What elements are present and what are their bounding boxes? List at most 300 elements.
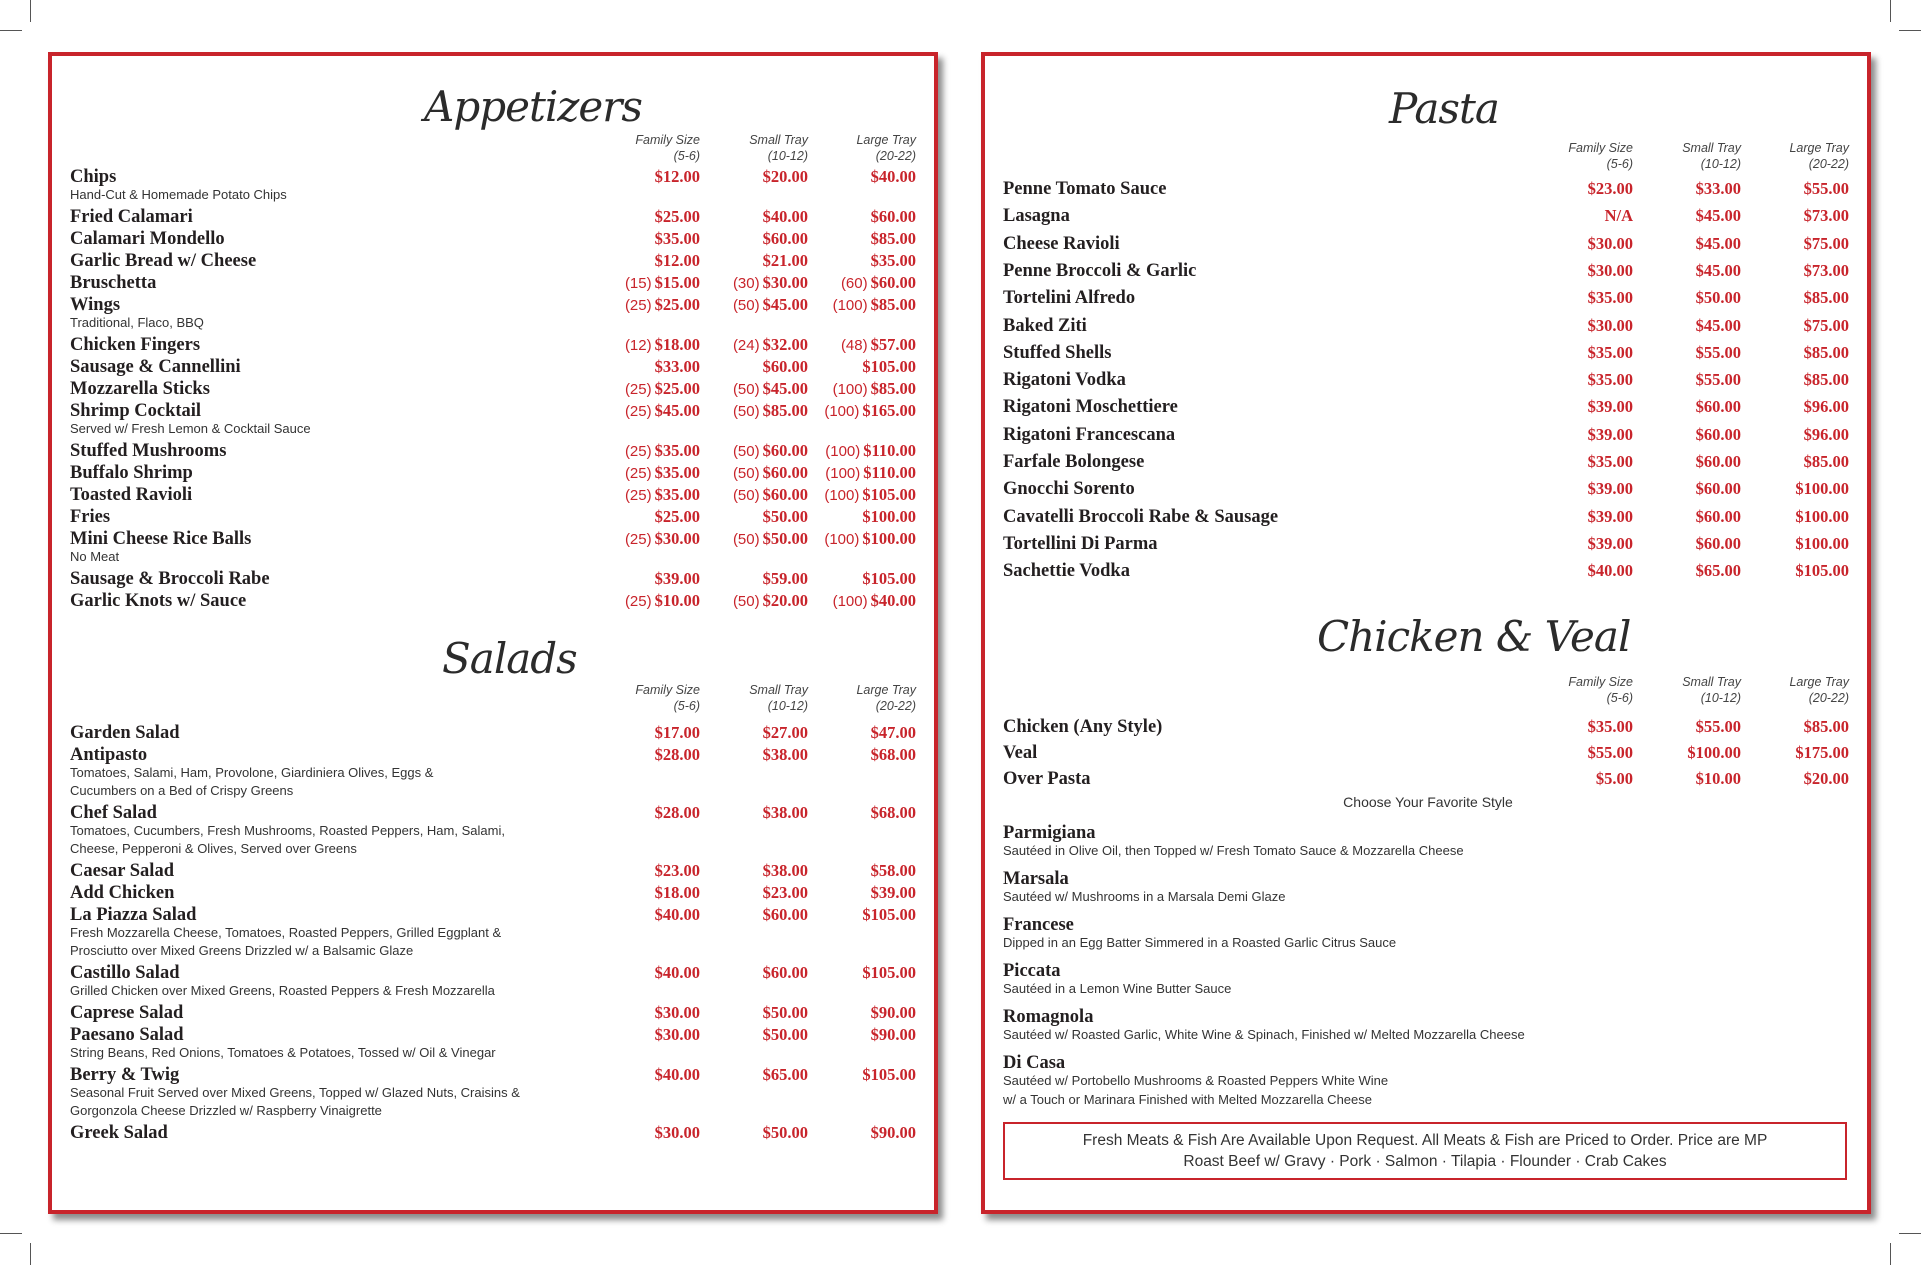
price-value: $28.00 bbox=[654, 803, 700, 822]
column-header-serving: (5-6) bbox=[673, 149, 700, 163]
menu-item bbox=[52, 166, 934, 188]
item-price bbox=[733, 590, 808, 613]
column-header-serving: (5-6) bbox=[1606, 157, 1633, 171]
item-price bbox=[862, 962, 916, 984]
item-price: $55.00 bbox=[1803, 179, 1849, 198]
item-price bbox=[871, 860, 916, 882]
item-quantity: (50) bbox=[732, 465, 760, 482]
item-price bbox=[733, 484, 808, 507]
item-price bbox=[833, 590, 916, 613]
item-quantity: (25) bbox=[624, 487, 652, 504]
style-name: Parmigiana bbox=[1003, 823, 1096, 843]
item-price: $23.00 bbox=[1587, 179, 1633, 198]
price-value: $32.00 bbox=[762, 335, 808, 354]
item-price: $60.00 bbox=[1695, 479, 1741, 499]
item-quantity: (25) bbox=[624, 443, 652, 460]
item-name: Cavatelli Broccoli Rabe & Sausage bbox=[1003, 506, 1279, 527]
item-name: Penne Broccoli & Garlic bbox=[1003, 260, 1197, 281]
item-price: $100.00 bbox=[1795, 506, 1849, 526]
price-value: $30.00 bbox=[654, 1025, 700, 1044]
item-price bbox=[763, 506, 808, 528]
price-value: $60.00 bbox=[762, 485, 808, 504]
item-price bbox=[625, 294, 700, 317]
item-price: $35.00 bbox=[1587, 370, 1633, 390]
item-price bbox=[733, 294, 808, 317]
item-quantity: (30) bbox=[732, 275, 760, 292]
crop-mark bbox=[0, 30, 22, 31]
column-header-label: Small Tray bbox=[749, 683, 808, 697]
price-value: $45.00 bbox=[762, 379, 808, 398]
item-name: Veal bbox=[1003, 743, 1038, 763]
price-value: $60.00 bbox=[762, 463, 808, 482]
price-value: $165.00 bbox=[862, 401, 916, 420]
price-value: $12.00 bbox=[654, 167, 700, 186]
item-price bbox=[763, 1002, 808, 1024]
price-value: $20.00 bbox=[762, 591, 808, 610]
item-name: Tortellini Di Parma bbox=[1003, 533, 1158, 554]
item-price bbox=[763, 228, 808, 250]
item-price: $5.00 bbox=[1595, 769, 1633, 788]
price-value: $35.00 bbox=[654, 485, 700, 504]
menu-item bbox=[985, 342, 1867, 364]
item-name: Toasted Ravioli bbox=[70, 485, 193, 505]
menu-panel-right bbox=[981, 52, 1871, 1214]
style-name: Francese bbox=[1003, 915, 1074, 935]
item-price: $39.00 bbox=[1587, 424, 1633, 444]
item-price bbox=[733, 272, 808, 295]
column-header-large bbox=[1759, 674, 1849, 706]
menu-item bbox=[52, 568, 934, 590]
price-value: $40.00 bbox=[870, 591, 916, 610]
item-price: $96.00 bbox=[1803, 424, 1849, 444]
price-value: $25.00 bbox=[654, 507, 700, 526]
price-value: $59.00 bbox=[762, 569, 808, 588]
style-name: Piccata bbox=[1003, 961, 1061, 981]
item-price bbox=[763, 860, 808, 882]
style-name: Romagnola bbox=[1003, 1007, 1094, 1027]
section-title-salads: Salads bbox=[442, 634, 577, 683]
item-price bbox=[655, 356, 700, 378]
menu-item bbox=[52, 860, 934, 882]
price-value: $50.00 bbox=[762, 507, 808, 526]
item-quantity: (100) bbox=[824, 403, 860, 420]
item-name: Lasagna bbox=[1003, 206, 1070, 227]
style-description: w/ a Touch or Marinara Finished with Melted Mozzarella Cheese bbox=[1003, 1092, 1372, 1107]
item-quantity: (50) bbox=[732, 381, 760, 398]
item-price bbox=[871, 166, 916, 188]
item-price: $30.00 bbox=[1587, 233, 1633, 253]
item-name: Calamari Mondello bbox=[70, 229, 225, 249]
price-value: $30.00 bbox=[654, 1123, 700, 1142]
menu-item bbox=[52, 356, 934, 378]
price-value: $47.00 bbox=[870, 723, 916, 742]
note-line-2: Roast Beef w/ Gravy · Pork · Salmon · Tilapia · Flounder · Crab Cakes bbox=[1183, 1153, 1667, 1170]
item-price bbox=[871, 1002, 916, 1024]
item-name: Tortelini Alfredo bbox=[1003, 288, 1136, 309]
item-price bbox=[871, 802, 916, 824]
column-header-label: Large Tray bbox=[856, 133, 916, 147]
item-price: $10.00 bbox=[1695, 769, 1741, 788]
item-price bbox=[763, 1122, 808, 1144]
item-name: Garlic Bread w/ Cheese bbox=[70, 251, 257, 271]
item-price bbox=[763, 206, 808, 228]
price-value: $18.00 bbox=[654, 335, 700, 354]
item-name: Farfale Bolongese bbox=[1003, 452, 1145, 472]
price-value: $30.00 bbox=[762, 273, 808, 292]
item-price bbox=[763, 904, 808, 926]
item-price bbox=[871, 206, 916, 228]
item-price: $75.00 bbox=[1803, 315, 1849, 335]
style-description: Sautéed in a Lemon Wine Butter Sauce bbox=[1003, 981, 1232, 996]
price-value: $10.00 bbox=[654, 591, 700, 610]
price-value: $58.00 bbox=[870, 861, 916, 880]
item-quantity: (50) bbox=[732, 593, 760, 610]
item-quantity: (50) bbox=[732, 403, 760, 420]
item-name: Mini Cheese Rice Balls bbox=[70, 529, 252, 549]
price-value: $100.00 bbox=[862, 507, 916, 526]
item-price bbox=[763, 1024, 808, 1046]
column-header-small bbox=[718, 132, 808, 164]
item-name: Fries bbox=[70, 507, 111, 527]
price-value: $40.00 bbox=[654, 905, 700, 924]
price-value: $60.00 bbox=[762, 905, 808, 924]
column-header-serving: (20-22) bbox=[1808, 691, 1849, 705]
price-value: $21.00 bbox=[762, 251, 808, 270]
price-value: $68.00 bbox=[870, 745, 916, 764]
item-name: Garden Salad bbox=[70, 723, 180, 743]
column-header-large bbox=[826, 132, 916, 164]
item-price: $30.00 bbox=[1587, 315, 1633, 335]
item-name: Castillo Salad bbox=[70, 963, 180, 983]
item-quantity: (25) bbox=[624, 465, 652, 482]
price-value: $38.00 bbox=[762, 745, 808, 764]
column-header-family bbox=[610, 132, 700, 164]
item-price: $85.00 bbox=[1803, 370, 1849, 390]
item-quantity: (50) bbox=[732, 487, 760, 504]
price-value: $15.00 bbox=[654, 273, 700, 292]
item-name: Stuffed Mushrooms bbox=[70, 441, 227, 461]
price-value: $40.00 bbox=[762, 207, 808, 226]
menu-item bbox=[985, 451, 1867, 473]
item-price bbox=[733, 528, 808, 551]
item-price bbox=[871, 882, 916, 904]
item-price: $35.00 bbox=[1587, 288, 1633, 308]
column-header-small bbox=[718, 682, 808, 714]
item-price bbox=[655, 568, 700, 590]
menu-item bbox=[985, 716, 1867, 738]
crop-mark bbox=[1899, 30, 1921, 31]
column-header-serving: (10-12) bbox=[767, 699, 808, 713]
price-value: $25.00 bbox=[654, 379, 700, 398]
item-name: Greek Salad bbox=[70, 1123, 168, 1143]
item-price bbox=[655, 1002, 700, 1024]
price-value: $90.00 bbox=[870, 1123, 916, 1142]
price-value: $38.00 bbox=[762, 861, 808, 880]
item-price: $60.00 bbox=[1695, 506, 1741, 526]
column-header-label: Large Tray bbox=[856, 683, 916, 697]
item-price bbox=[655, 722, 700, 744]
item-name: Caesar Salad bbox=[70, 861, 174, 881]
item-name: Wings bbox=[70, 295, 121, 315]
price-value: $50.00 bbox=[762, 1025, 808, 1044]
menu-item bbox=[52, 272, 934, 294]
item-price bbox=[625, 440, 700, 463]
item-price bbox=[733, 400, 808, 423]
price-value: $30.00 bbox=[654, 529, 700, 548]
menu-item bbox=[52, 440, 934, 462]
item-price: $100.00 bbox=[1795, 479, 1849, 499]
column-header-label: Family Size bbox=[1568, 675, 1633, 689]
item-price bbox=[871, 228, 916, 250]
column-header-serving: (20-22) bbox=[875, 699, 916, 713]
item-name: Mozzarella Sticks bbox=[70, 379, 210, 399]
item-price: $33.00 bbox=[1695, 179, 1741, 198]
column-header-label: Family Size bbox=[635, 683, 700, 697]
item-price bbox=[763, 962, 808, 984]
item-name: Baked Ziti bbox=[1003, 315, 1087, 336]
item-description: Tomatoes, Cucumbers, Fresh Mushrooms, Roasted Peppers, Ham, Salami, bbox=[70, 823, 505, 838]
item-price bbox=[862, 506, 916, 528]
item-price: $55.00 bbox=[1695, 370, 1741, 390]
item-description: Cheese, Pepperoni & Olives, Served over Greens bbox=[70, 841, 357, 856]
item-price bbox=[655, 206, 700, 228]
section-title-appetizers: Appetizers bbox=[424, 82, 642, 131]
item-price: $39.00 bbox=[1587, 506, 1633, 526]
price-value: $12.00 bbox=[654, 251, 700, 270]
item-quantity: (48) bbox=[840, 337, 868, 354]
menu-item bbox=[52, 1122, 934, 1144]
item-price: $75.00 bbox=[1803, 233, 1849, 253]
item-price bbox=[871, 722, 916, 744]
menu-item bbox=[52, 1002, 934, 1024]
price-value: $17.00 bbox=[654, 723, 700, 742]
column-header-serving: (20-22) bbox=[1808, 157, 1849, 171]
item-price bbox=[625, 528, 700, 551]
item-price: $39.00 bbox=[1587, 397, 1633, 417]
item-quantity: (50) bbox=[732, 297, 760, 314]
menu-item bbox=[52, 400, 934, 422]
item-price bbox=[733, 462, 808, 485]
price-value: $65.00 bbox=[762, 1065, 808, 1084]
item-price bbox=[625, 272, 700, 295]
item-price bbox=[871, 1122, 916, 1144]
item-price bbox=[655, 962, 700, 984]
section-title-chicken-veal: Chicken & Veal bbox=[1317, 612, 1631, 661]
menu-item bbox=[52, 462, 934, 484]
item-price bbox=[763, 356, 808, 378]
price-value: $25.00 bbox=[654, 207, 700, 226]
column-header-label: Family Size bbox=[1568, 141, 1633, 155]
item-price bbox=[862, 904, 916, 926]
item-price bbox=[763, 1064, 808, 1086]
item-quantity: (100) bbox=[832, 297, 868, 314]
item-price bbox=[625, 484, 700, 507]
menu-item bbox=[52, 378, 934, 400]
menu-item bbox=[52, 484, 934, 506]
price-value: $40.00 bbox=[654, 1065, 700, 1084]
column-header-label: Family Size bbox=[635, 133, 700, 147]
item-name: Shrimp Cocktail bbox=[70, 401, 202, 421]
item-price: $50.00 bbox=[1695, 288, 1741, 308]
menu-item bbox=[985, 424, 1867, 446]
choose-style-label: Choose Your Favorite Style bbox=[1343, 794, 1513, 810]
item-quantity: (25) bbox=[624, 297, 652, 314]
item-price bbox=[824, 400, 916, 423]
item-name: Sachettie Vodka bbox=[1003, 561, 1130, 582]
item-price: $105.00 bbox=[1795, 561, 1849, 581]
price-value: $18.00 bbox=[654, 883, 700, 902]
menu-item bbox=[985, 533, 1867, 555]
item-price: $85.00 bbox=[1803, 717, 1849, 736]
column-header-serving: (20-22) bbox=[875, 149, 916, 163]
item-price: $65.00 bbox=[1695, 561, 1741, 581]
price-value: $23.00 bbox=[654, 861, 700, 880]
menu-item bbox=[52, 294, 934, 316]
crop-mark bbox=[1890, 0, 1891, 22]
column-header-serving: (10-12) bbox=[1700, 157, 1741, 171]
price-value: $105.00 bbox=[862, 357, 916, 376]
item-name: Buffalo Shrimp bbox=[70, 463, 193, 483]
item-price: $73.00 bbox=[1803, 206, 1849, 226]
price-value: $45.00 bbox=[762, 295, 808, 314]
section-title-pasta: Pasta bbox=[1389, 84, 1499, 133]
menu-item bbox=[52, 744, 934, 766]
column-header-small bbox=[1651, 674, 1741, 706]
item-description: String Beans, Red Onions, Tomatoes & Potatoes, Tossed w/ Oil & Vinegar bbox=[70, 1045, 496, 1060]
price-value: $60.00 bbox=[762, 441, 808, 460]
item-price bbox=[825, 440, 916, 463]
item-description: No Meat bbox=[70, 549, 120, 564]
item-name: La Piazza Salad bbox=[70, 905, 197, 925]
item-name: Caprese Salad bbox=[70, 1003, 184, 1023]
item-description: Tomatoes, Salami, Ham, Provolone, Giardiniera Olives, Eggs & bbox=[70, 765, 434, 780]
price-value: $90.00 bbox=[870, 1025, 916, 1044]
menu-item bbox=[52, 206, 934, 228]
item-price bbox=[871, 1024, 916, 1046]
price-value: $38.00 bbox=[762, 803, 808, 822]
column-header-family bbox=[610, 682, 700, 714]
column-header-serving: (5-6) bbox=[1606, 691, 1633, 705]
item-price: $45.00 bbox=[1695, 233, 1741, 253]
item-price: N/A bbox=[1604, 206, 1633, 226]
menu-item bbox=[52, 590, 934, 612]
item-price bbox=[655, 250, 700, 272]
item-price bbox=[763, 722, 808, 744]
menu-item bbox=[52, 962, 934, 984]
price-value: $105.00 bbox=[862, 905, 916, 924]
price-value: $40.00 bbox=[654, 963, 700, 982]
price-value: $68.00 bbox=[870, 803, 916, 822]
menu-item bbox=[52, 722, 934, 744]
menu-item bbox=[985, 287, 1867, 309]
item-quantity: (60) bbox=[840, 275, 868, 292]
item-price: $55.00 bbox=[1587, 743, 1633, 762]
item-description: Grilled Chicken over Mixed Greens, Roasted Peppers & Fresh Mozzarella bbox=[70, 983, 495, 998]
item-name: Sausage & Cannellini bbox=[70, 357, 241, 377]
price-value: $60.00 bbox=[762, 357, 808, 376]
price-value: $28.00 bbox=[654, 745, 700, 764]
item-quantity: (25) bbox=[624, 531, 652, 548]
column-header-label: Small Tray bbox=[1682, 675, 1741, 689]
price-value: $45.00 bbox=[654, 401, 700, 420]
item-price bbox=[763, 166, 808, 188]
item-name: Bruschetta bbox=[70, 273, 157, 293]
item-price: $55.00 bbox=[1695, 342, 1741, 362]
item-quantity: (25) bbox=[624, 593, 652, 610]
note-line-1: Fresh Meats & Fish Are Available Upon Request. All Meats & Fish are Priced to Order. Price are MP bbox=[1082, 1132, 1768, 1149]
item-name: Cheese Ravioli bbox=[1003, 233, 1120, 254]
item-price bbox=[763, 802, 808, 824]
item-price: $55.00 bbox=[1695, 717, 1741, 736]
item-price bbox=[862, 568, 916, 590]
item-description: Traditional, Flaco, BBQ bbox=[70, 315, 204, 330]
item-quantity: (100) bbox=[832, 381, 868, 398]
menu-item bbox=[985, 205, 1867, 227]
price-value: $85.00 bbox=[870, 379, 916, 398]
menu-item bbox=[52, 1024, 934, 1046]
price-value: $50.00 bbox=[762, 1123, 808, 1142]
menu-item bbox=[52, 802, 934, 824]
price-value: $35.00 bbox=[654, 229, 700, 248]
price-value: $105.00 bbox=[862, 569, 916, 588]
item-quantity: (50) bbox=[732, 443, 760, 460]
column-header-label: Small Tray bbox=[749, 133, 808, 147]
item-quantity: (100) bbox=[825, 443, 861, 460]
item-name: Sausage & Broccoli Rabe bbox=[70, 569, 270, 589]
item-price bbox=[763, 744, 808, 766]
price-value: $85.00 bbox=[870, 295, 916, 314]
price-value: $39.00 bbox=[654, 569, 700, 588]
item-price: $35.00 bbox=[1587, 342, 1633, 362]
item-name: Berry & Twig bbox=[70, 1065, 180, 1085]
style-description: Sautéed w/ Mushrooms in a Marsala Demi Glaze bbox=[1003, 889, 1286, 904]
price-value: $57.00 bbox=[870, 335, 916, 354]
item-description: Prosciutto over Mixed Greens Drizzled w/ a Balsamic Glaze bbox=[70, 943, 414, 958]
item-price bbox=[733, 440, 808, 463]
menu-item bbox=[985, 178, 1867, 200]
item-price bbox=[841, 334, 916, 357]
price-value: $110.00 bbox=[863, 463, 916, 482]
item-name: Rigatoni Vodka bbox=[1003, 370, 1126, 391]
item-price bbox=[833, 378, 916, 401]
style-description: Sautéed w/ Portobello Mushrooms & Roasted Peppers White Wine bbox=[1003, 1073, 1389, 1088]
item-quantity: (15) bbox=[624, 275, 652, 292]
price-value: $23.00 bbox=[762, 883, 808, 902]
style-description: Sautéed w/ Roasted Garlic, White Wine & Spinach, Finished w/ Melted Mozzarella Cheese bbox=[1003, 1027, 1525, 1042]
item-quantity: (100) bbox=[824, 531, 860, 548]
item-price bbox=[833, 294, 916, 317]
item-name: Rigatoni Moschettiere bbox=[1003, 397, 1178, 418]
column-header-small bbox=[1651, 140, 1741, 172]
style-name: Di Casa bbox=[1003, 1053, 1066, 1073]
item-price bbox=[625, 400, 700, 423]
price-value: $105.00 bbox=[862, 485, 916, 504]
item-price: $60.00 bbox=[1695, 397, 1741, 417]
item-price: $40.00 bbox=[1587, 561, 1633, 581]
item-description: Hand-Cut & Homemade Potato Chips bbox=[70, 187, 287, 202]
item-price bbox=[655, 882, 700, 904]
price-value: $35.00 bbox=[870, 251, 916, 270]
price-value: $30.00 bbox=[654, 1003, 700, 1022]
item-price: $35.00 bbox=[1587, 717, 1633, 736]
item-price bbox=[655, 860, 700, 882]
item-quantity: (12) bbox=[624, 337, 652, 354]
item-description: Gorgonzola Cheese Drizzled w/ Raspberry Vinaigrette bbox=[70, 1103, 382, 1118]
price-value: $105.00 bbox=[862, 963, 916, 982]
item-price bbox=[655, 228, 700, 250]
menu-item bbox=[52, 882, 934, 904]
item-price bbox=[655, 802, 700, 824]
